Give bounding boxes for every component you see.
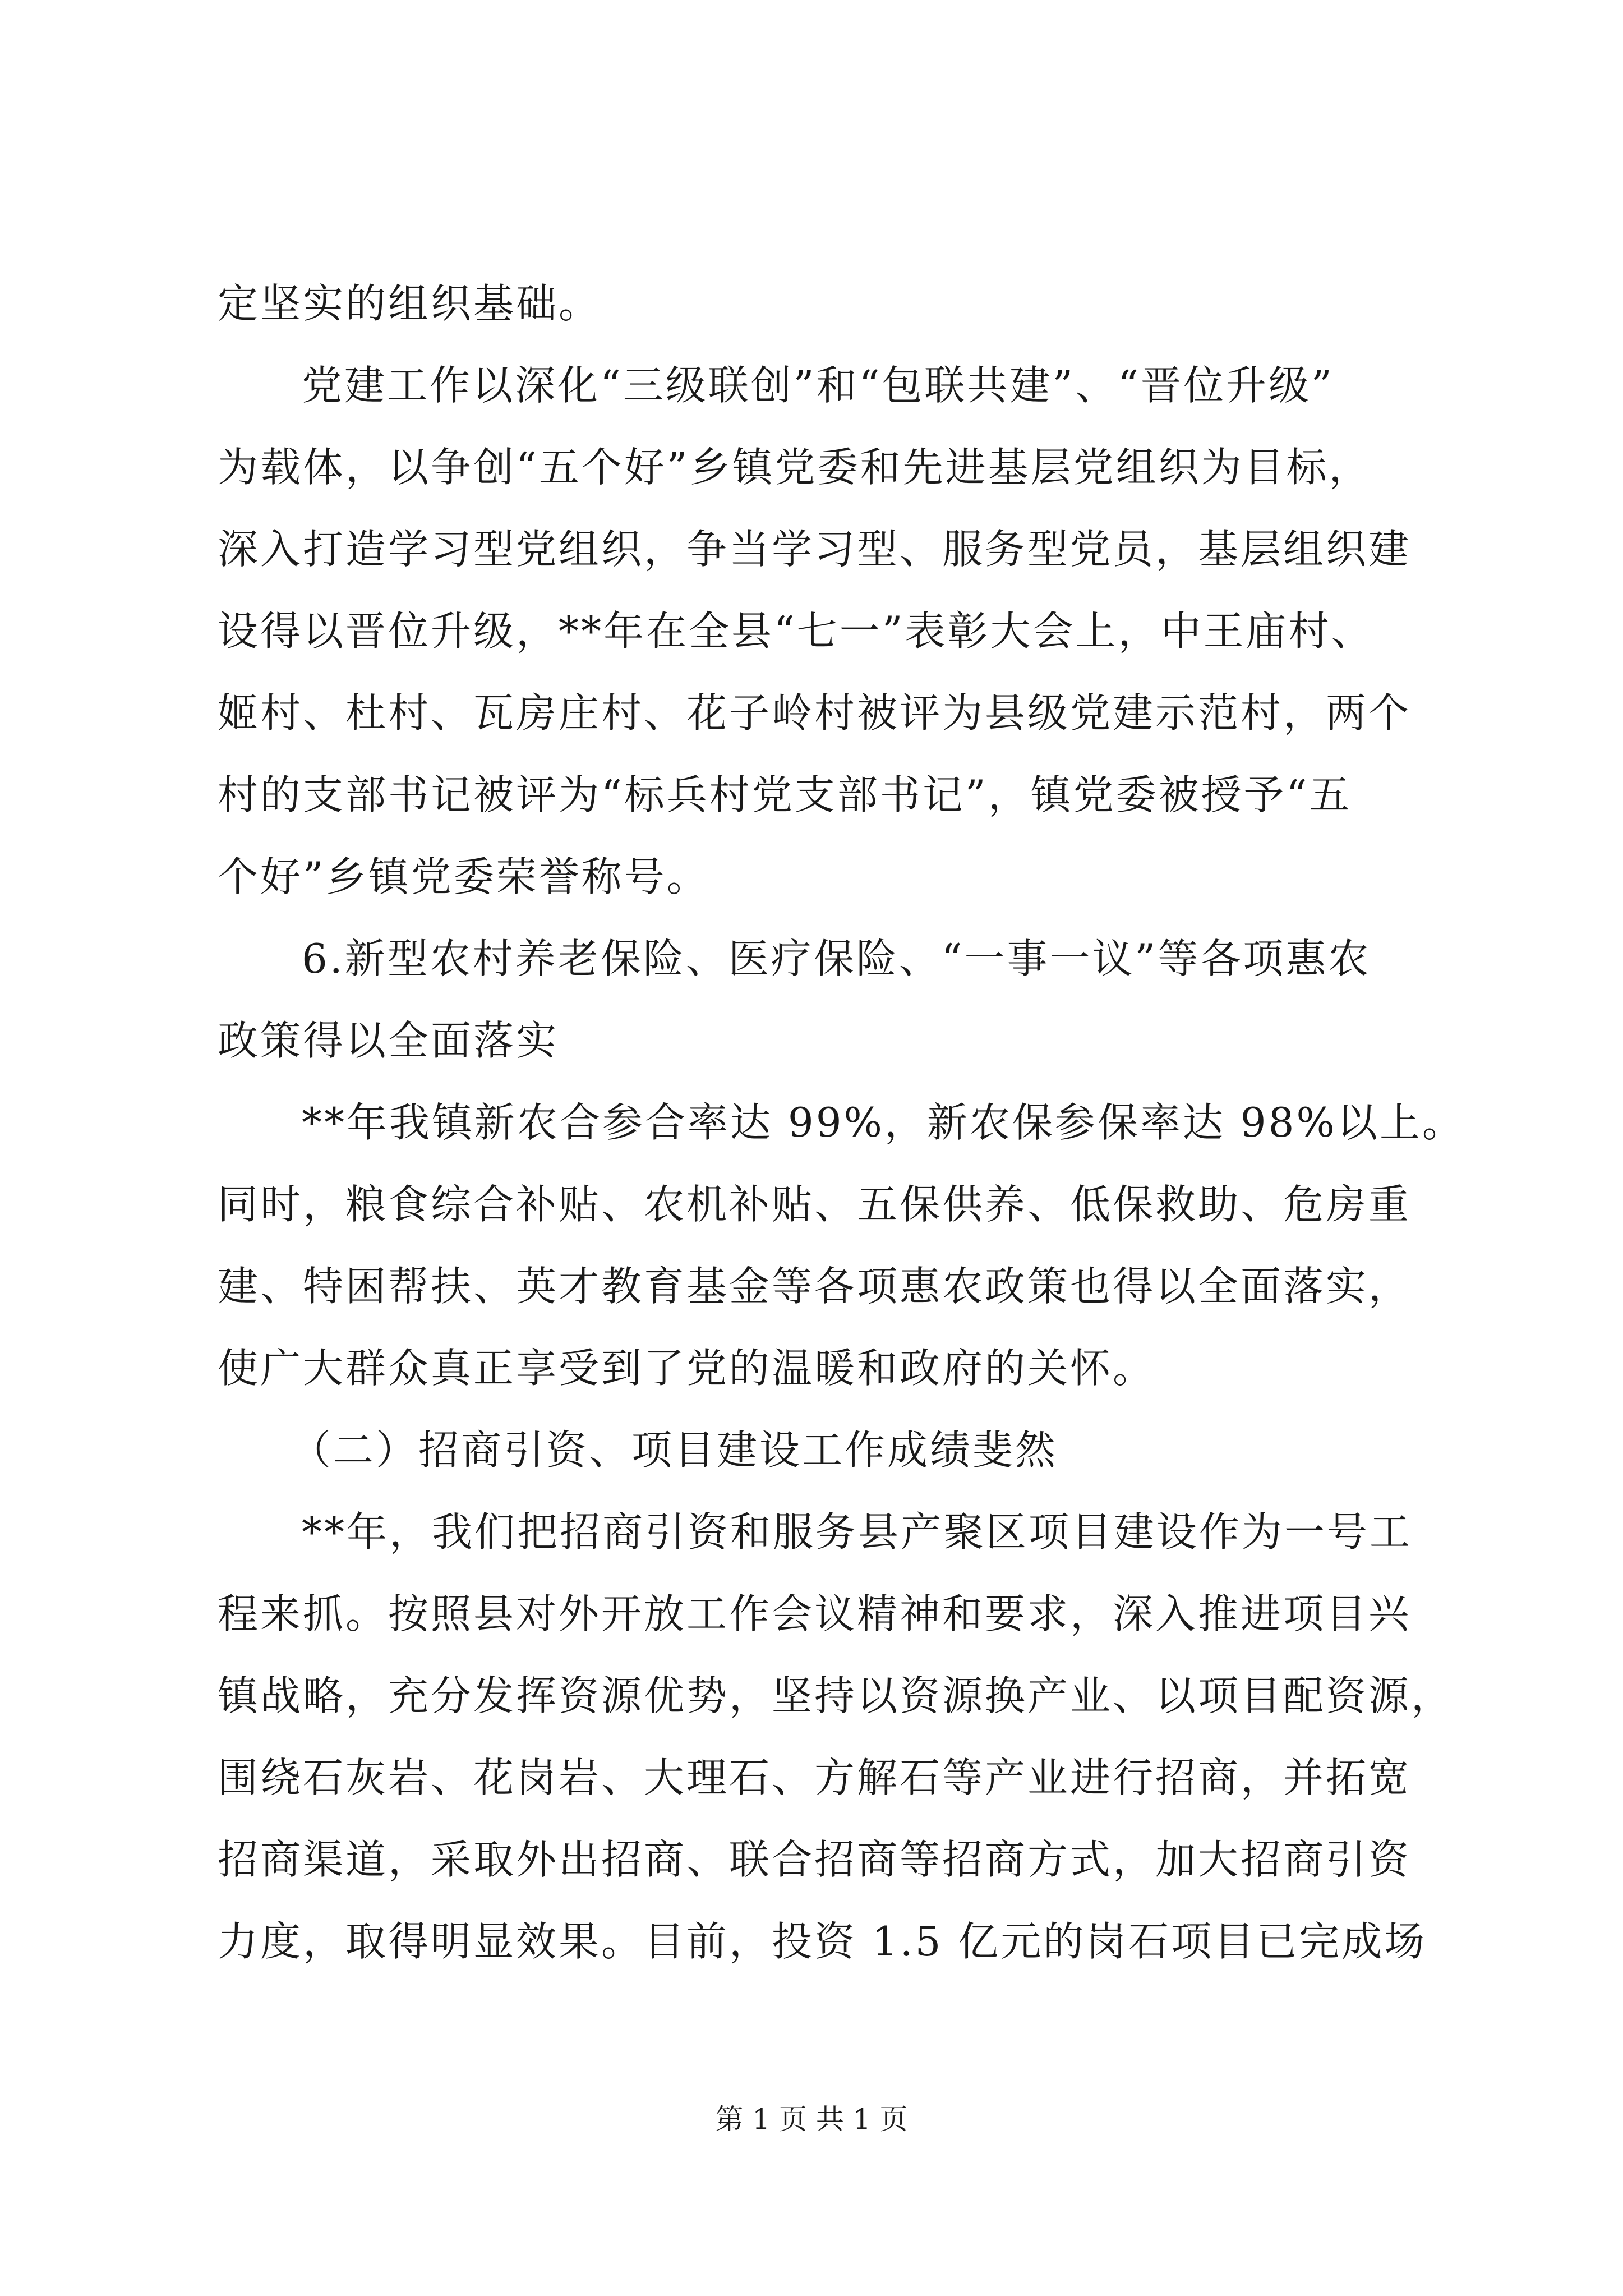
paragraph-line: 为载体，以争创“五个好”乡镇党委和先进基层党组织为目标， (218, 444, 1372, 491)
paragraph-line: 定坚实的组织基础。 (218, 280, 602, 327)
paragraph-line: 使广大群众真正享受到了党的温暖和政府的关怀。 (218, 1345, 1156, 1392)
section-heading-line: 政策得以全面落实 (218, 1017, 559, 1064)
paragraph-line: 个好”乡镇党委荣誉称号。 (218, 853, 709, 900)
paragraph-line: 力度，取得明显效果。目前，投资 1.5 亿元的岗石项目已完成场 (218, 1918, 1427, 1965)
paragraph-line: 镇战略，充分发挥资源优势，坚持以资源换产业、以项目配资源， (218, 1672, 1454, 1719)
paragraph-line: 党建工作以深化“三级联创”和“包联共建”、“晋位升级” (302, 362, 1334, 409)
paragraph-line: 村的支部书记被评为“标兵村党支部书记”，镇党委被授予“五 (218, 771, 1352, 818)
page-footer (0, 2102, 1623, 2136)
paragraph-line: 招商渠道，采取外出招商、联合招商等招商方式，加大招商引资 (218, 1836, 1412, 1883)
section-heading-line: 6.新型农村养老保险、医疗保险、“一事一议”等各项惠农 (302, 935, 1371, 982)
paragraph-line: **年我镇新农合参合率达 99%，新农保参保率达 98%以上。 (302, 1099, 1465, 1146)
paragraph-line: 同时，粮食综合补贴、农机补贴、五保供养、低保救助、危房重 (218, 1181, 1412, 1228)
document-body (218, 263, 1465, 1982)
paragraph-line: 姬村、杜村、瓦房庄村、花子岭村被评为县级党建示范村，两个 (218, 689, 1412, 737)
paragraph-line: **年，我们把招商引资和服务县产聚区项目建设作为一号工 (302, 1508, 1413, 1556)
paragraph-line: 深入打造学习型党组织，争当学习型、服务型党员，基层组织建 (218, 526, 1412, 573)
paragraph-line: 程来抓。按照县对外开放工作会议精神和要求，深入推进项目兴 (218, 1590, 1412, 1637)
page-number: 第 1 页 共 1 页 (715, 2103, 908, 2136)
section-heading: （二）招商引资、项目建设工作成绩斐然 (291, 1427, 1058, 1474)
paragraph-line: 围绕石灰岩、花岗岩、大理石、方解石等产业进行招商，并拓宽 (218, 1754, 1412, 1801)
paragraph-line: 设得以晋位升级，**年在全县“七一”表彰大会上，中王庙村、 (218, 608, 1374, 655)
paragraph-line: 建、特困帮扶、英才教育基金等各项惠农政策也得以全面落实， (218, 1263, 1412, 1310)
